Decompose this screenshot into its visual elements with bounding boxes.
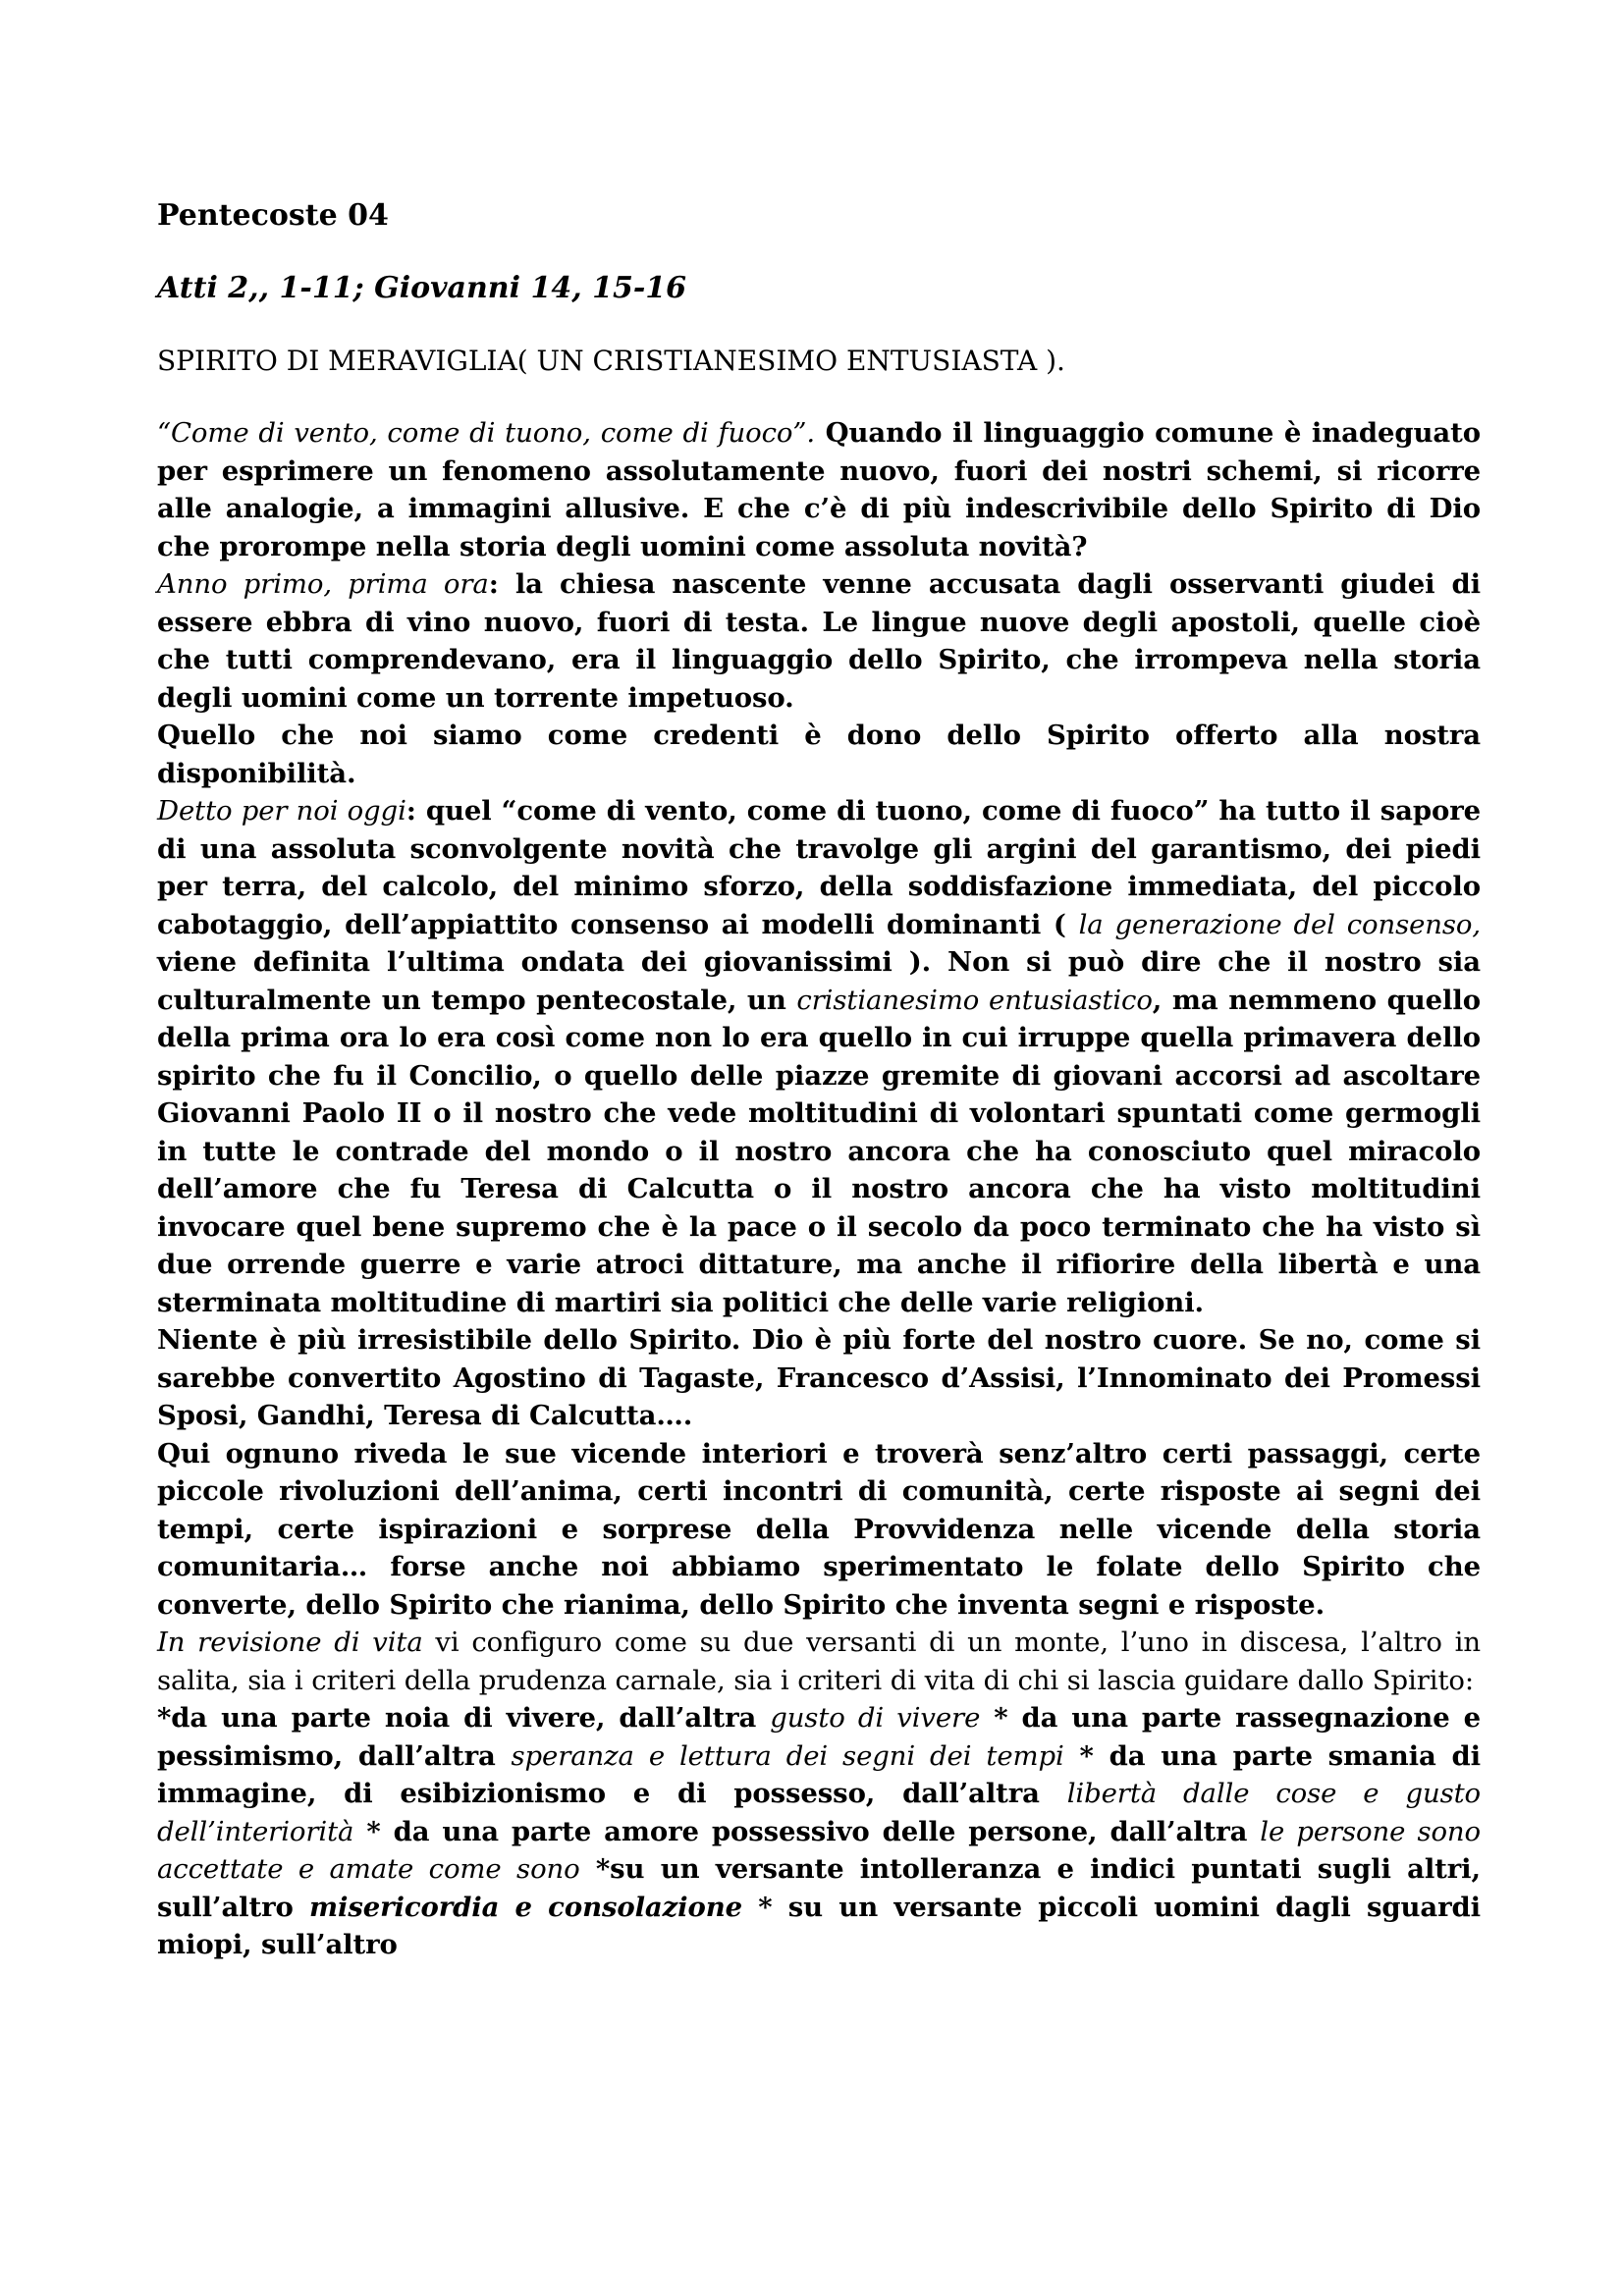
paragraph-text: * da una parte amore possessivo delle persone, dall’altra xyxy=(353,1815,1261,1847)
paragraph-text: *da una parte noia di vivere, dall’altra xyxy=(157,1702,771,1734)
emphasis-text: cristianesimo entusiastico xyxy=(796,984,1153,1016)
paragraph xyxy=(157,1624,1481,1699)
paragraph xyxy=(157,414,1481,565)
paragraph-text: , ma nemmeno quello della prima ora lo era così come non lo era quello in cui irruppe quella primavera dello spirito che fu il Concilio, o quello delle piazze gremite di giovani accorsi ad ascoltare Giovanni Paolo II o il nostro che vede moltitudini di volontari spuntati come germogli in tutte le contrade del mondo o il nostro ancora che ha conosciuto quel miracolo dell’amore che fu Teresa di Calcutta o il nostro ancora che ha visto moltitudini invocare quel bene supremo che è la pace o il secolo da poco terminato che ha visto sì due orrende guerre e varie atroci dittature, ma anche il rifiorire della libertà e una sterminata moltitudine di martiri sia politici che delle varie religioni. xyxy=(157,984,1481,1318)
emphasis-text: misericordia e consolazione xyxy=(308,1891,743,1923)
paragraph-lead: Detto per noi oggi xyxy=(157,795,406,827)
emphasis-text: speranza e lettura dei segni dei tempi xyxy=(511,1739,1064,1772)
paragraph-lead: Anno primo, prima ora xyxy=(157,568,489,600)
paragraph xyxy=(157,1699,1481,1964)
scripture-references: Atti 2,, 1-11; Giovanni 14, 15-16 xyxy=(157,271,687,305)
paragraph-text: * da una parte smania di immagine, di esibizionismo e di possesso, dall’altra xyxy=(157,1739,1482,1809)
document-title: Pentecoste 04 xyxy=(157,198,389,233)
paragraph-text: * da una parte rassegnazione e pessimismo, dall’altra xyxy=(157,1702,1481,1772)
emphasis-text: gusto di vivere xyxy=(770,1702,981,1734)
paragraph-lead: In revisione di vita xyxy=(157,1627,423,1658)
paragraph-text: viene definita l’ultima ondata dei giovanissimi ). Non si può dire che il nostro sia culturalmente un tempo pentecostale, un xyxy=(157,946,1481,1016)
document-subtitle: SPIRITO DI MERAVIGLIA( UN CRISTIANESIMO ENTUSIASTA ). xyxy=(157,345,1065,377)
paragraph-text: : quel “come di vento, come di tuono, come di fuoco” ha tutto il sapore di una assoluta sconvolgente novità che travolge gli argini del garantismo, dei piedi per terra, del calcolo, del minimo sforzo, della soddisfazione immediata, del piccolo cabotaggio, dell’appiattito consenso ai modelli dominanti ( xyxy=(157,795,1481,940)
paragraph xyxy=(157,565,1481,717)
opening-quote: “Come di vento, come di tuono, come di fuoco”. xyxy=(157,417,815,449)
paragraph-text: Quando il linguaggio comune è inadeguato per esprimere un fenomeno assolutamente nuovo, fuori dei nostri schemi, si ricorre alle analogie, a immagini allusive. E che c’è di più indescrivibile dello Spirito di Dio che prorompe nella storia degli uomini come assoluta novità? xyxy=(157,417,1481,562)
paragraph-text: *su un versante intolleranza e indici puntati sugli altri, sull’altro xyxy=(157,1853,1481,1923)
emphasis-text: le persone sono accettate e amate come sono xyxy=(157,1815,1481,1885)
paragraph: Qui ognuno riveda le sue vicende interiori e troverà senz’altro certi passaggi, certe piccole rivoluzioni dell’anima, certi incontri di comunità, certe risposte ai segni dei tempi, certe ispirazioni e sorprese della Provvidenza nelle vicende della storia comunitaria… forse anche noi abbiamo sperimentato le folate dello Spirito che converte, dello Spirito che rianima, dello Spirito che inventa segni e risposte. xyxy=(157,1437,1481,1621)
body-text xyxy=(157,414,1481,1964)
paragraph: Quello che noi siamo come credenti è dono dello Spirito offerto alla nostra disponibilità. xyxy=(157,720,1481,789)
paragraph-text: vi configuro come su due versanti di un monte, l’uno in discesa, l’altro in salita, sia i criteri della prudenza carnale, sia i criteri di vita di chi si lascia guidare dallo Spirito: xyxy=(157,1627,1481,1696)
emphasis-text: la generazione del consenso, xyxy=(1078,908,1481,940)
emphasis-text: libertà dalle cose e gusto dell’interiorità xyxy=(157,1778,1481,1847)
paragraph xyxy=(157,792,1481,1321)
page-content xyxy=(157,194,1481,1964)
paragraph-text: : la chiesa nascente venne accusata dagli osservanti giudei di essere ebbra di vino nuovo, fuori di testa. Le lingue nuove degli apostoli, quelle cioè che tutti comprendevano, era il linguaggio dello Spirito, che irrompeva nella storia degli uomini come un torrente impetuoso. xyxy=(157,568,1481,714)
paragraph: Niente è più irresistibile dello Spirito. Dio è più forte del nostro cuore. Se no, come si sarebbe convertito Agostino di Tagaste, Francesco d’Assisi, l’Innominato dei Promessi Sposi, Gandhi, Teresa di Calcutta…. xyxy=(157,1324,1481,1431)
paragraph-text: * su un versante piccoli uomini dagli sguardi miopi, sull’altro xyxy=(157,1891,1481,1960)
